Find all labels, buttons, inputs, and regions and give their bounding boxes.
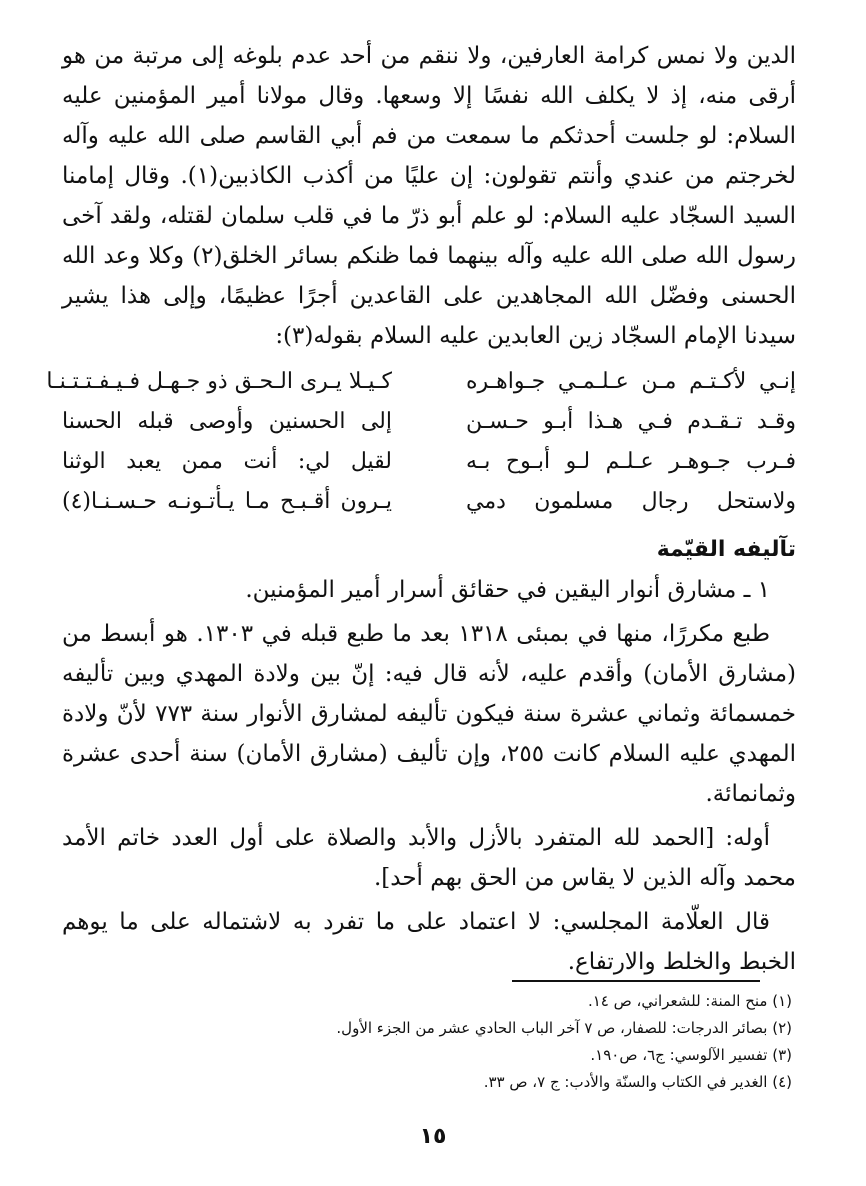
- verse-second-hemistich: إلى الحسنين وأوصى قبله الحسنا: [62, 409, 392, 434]
- verse-second-hemistich: كـيـلا يـرى الـحـق ذو جـهـل فـيـفـتـتـنـا: [46, 369, 392, 394]
- footnote: (٣) تفسير الآلوسي: ج٦، ص١٩٠.: [590, 1046, 792, 1064]
- verse-first-hemistich: إنـي لأكـتـم مـن عـلـمـي جـواهـره: [466, 369, 796, 394]
- page-body: [46, 36, 796, 982]
- poem-verse: [62, 442, 796, 482]
- footnote-divider: [512, 980, 760, 982]
- verse-second-hemistich: لقيل لي: أنت ممن يعبد الوثنا: [62, 449, 392, 474]
- body-paragraph: الدين ولا نمس كرامة العارفين، ولا ننقم من أحد عدم بلوغه إلى مرتبة من هو أرقى منه، إذ لا يكلف الله نفسًا إلا وسعها. وقال مولانا أمير المؤمنين عليه السلام: لو جلست أحدثكم ما سمعت من فم أبي القاسم صلى الله عليه وآله لخرجتم من عندي وأنتم تقولون: إن عليًا من أكذب الكاذبين(١). وقال إمامنا السيد السجّاد عليه السلام: لو علم أبو ذرّ ما في قلب سلمان لقتله، ولقد آخى رسول الله صلى الله عليه وآله بينهما فما ظنكم بسائر الخلق(٢) وكلا وعد الله الحسنى وفضّل الله المجاهدين على القاعدين أجرًا عظيمًا، وإلى هذا يشير سيدنا الإمام السجّاد زين العابدين عليه السلام بقوله(٣):: [62, 43, 796, 349]
- footnote: (١) منح المنة: للشعراني، ص ١٤.: [587, 992, 792, 1010]
- verse-first-hemistich: ولاستحل رجال مسلمون دمي: [466, 489, 796, 514]
- body-paragraph: طبع مكررًا، منها في بمبئى ١٣١٨ بعد ما طبع قبله في ١٣٠٣. هو أبسط من (مشارق الأمان) وأقدم عليه، لأنه قال فيه: إنّ بين ولادة المهدي وبين تأليفه خمسمائة وثماني عشرة سنة فيكون تأليفه لمشارق الأنوار سنة ٧٧٣ لأنّ ولادة المهدي عليه السلام كانت ٢٥٥، وإن تأليف (مشارق الأمان) سنة أحدى عشرة وثمانمائة.: [62, 621, 796, 807]
- verse-second-hemistich: يـرون أقـبـح مـا يـأتـونـه حـسـنـا(٤): [62, 489, 392, 514]
- footnote: (٢) بصائر الدرجات: للصفار، ص ٧ آخر الباب الحادي عشر من الجزء الأول.: [336, 1019, 792, 1037]
- book-title-item: ١ ـ مشارق أنوار اليقين في حقائق أسرار أمير المؤمنين.: [245, 577, 770, 603]
- section-heading: تآليفه القيّمة: [656, 537, 796, 562]
- verse-first-hemistich: فـرب جـوهـر عـلـم لـو أبـوح بـه: [466, 449, 796, 474]
- poem-verse: [62, 482, 796, 522]
- poem-verse: [46, 362, 796, 402]
- poem: [46, 362, 796, 522]
- footnotes: [62, 988, 792, 1096]
- poem-verse: [62, 402, 796, 442]
- body-paragraph: أوله: [الحمد لله المتفرد بالأزل والأبد والصلاة على أول العدد خاتم الأمد محمد وآله الذين لا يقاس من الحق بهم أحد].: [62, 825, 796, 891]
- footnote: (٤) الغدير في الكتاب والسنّة والأدب: ج ٧، ص ٣٣.: [483, 1073, 792, 1091]
- page-number: ١٥: [419, 1124, 447, 1149]
- body-paragraph: قال العلّامة المجلسي: لا اعتماد على ما تفرد به لاشتماله على ما يوهم الخبط والخلط والارتفاع.: [62, 909, 796, 975]
- verse-first-hemistich: وقـد تـقـدم فـي هـذا أبـو حـسـن: [466, 409, 796, 434]
